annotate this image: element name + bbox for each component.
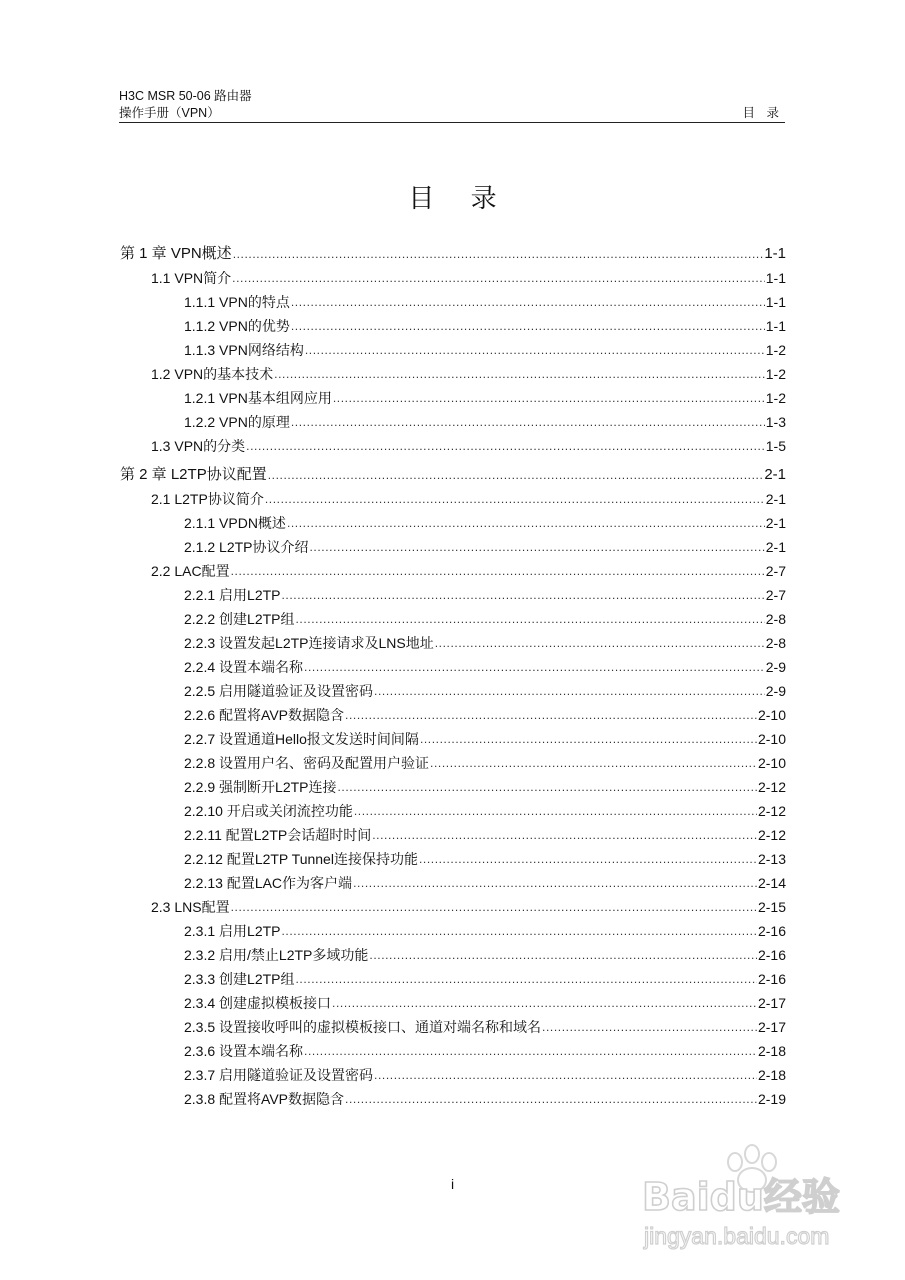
table-of-contents	[120, 239, 786, 1108]
toc-entry[interactable]	[120, 724, 786, 748]
toc-entry-page: 2-18	[757, 1043, 786, 1059]
toc-entry[interactable]	[120, 1012, 786, 1036]
toc-entry-page: 2-7	[765, 563, 786, 579]
toc-entry-title: 2.1.2 L2TP协议介绍	[184, 539, 309, 555]
toc-entry[interactable]	[120, 748, 786, 772]
toc-entry-title: 第 1 章 VPN概述	[120, 245, 232, 262]
toc-leader-dots	[233, 245, 764, 263]
toc-leader-dots	[345, 705, 757, 724]
toc-entry[interactable]	[120, 335, 786, 359]
toc-leader-dots	[420, 729, 757, 748]
toc-entry-page: 2-9	[765, 683, 786, 699]
toc-leader-dots	[374, 681, 765, 700]
toc-leader-dots	[291, 316, 765, 335]
toc-leader-dots	[265, 489, 765, 508]
toc-entry-title: 2.2.5 启用隧道验证及设置密码	[184, 683, 374, 699]
page-number: i	[450, 1176, 455, 1192]
toc-entry-title: 1.2.2 VPN的原理	[184, 414, 290, 430]
toc-entry-title: 第 2 章 L2TP协议配置	[120, 466, 267, 483]
toc-entry-title: 1.1.2 VPN的优势	[184, 318, 290, 334]
toc-entry[interactable]	[120, 359, 786, 383]
toc-leader-dots	[287, 513, 765, 532]
toc-entry-page: 2-1	[765, 515, 786, 531]
watermark-brand: Baidu经验	[642, 1175, 840, 1219]
toc-leader-dots	[338, 777, 757, 796]
header-section: 目 录	[742, 106, 783, 120]
toc-entry-title: 2.2.4 设置本端名称	[184, 659, 304, 675]
toc-entry[interactable]	[120, 796, 786, 820]
toc-entry-page: 1-5	[765, 438, 786, 454]
toc-leader-dots	[274, 364, 765, 383]
toc-entry-title: 2.2 LAC配置	[151, 563, 230, 579]
watermark-url: jingyan.baidu.com	[644, 1223, 830, 1249]
toc-leader-dots	[430, 753, 757, 772]
toc-leader-dots	[304, 657, 765, 676]
toc-entry-title: 2.3 LNS配置	[151, 899, 230, 915]
toc-entry-title: 1.1.1 VPN的特点	[184, 294, 290, 310]
toc-entry-page: 2-16	[757, 947, 786, 963]
toc-entry-page: 1-1	[765, 270, 786, 286]
toc-entry-page: 2-14	[757, 875, 786, 891]
toc-entry[interactable]	[120, 239, 786, 263]
header-divider	[119, 122, 785, 123]
toc-leader-dots	[304, 1041, 757, 1060]
toc-leader-dots	[353, 873, 757, 892]
toc-entry-page: 2-1	[765, 539, 786, 555]
header-product: H3C MSR 50-06 路由器	[119, 89, 252, 103]
toc-entry-page: 2-12	[757, 827, 786, 843]
toc-entry-title: 2.3.6 设置本端名称	[184, 1043, 304, 1059]
toc-entry[interactable]	[120, 940, 786, 964]
toc-entry-title: 2.3.1 启用L2TP	[184, 923, 281, 939]
toc-entry-page: 2-19	[757, 1091, 786, 1107]
toc-entry[interactable]	[120, 820, 786, 844]
toc-entry[interactable]	[120, 1084, 786, 1108]
toc-entry-title: 1.1.3 VPN网络结构	[184, 342, 304, 358]
toc-entry[interactable]	[120, 508, 786, 532]
toc-entry-page: 1-1	[765, 318, 786, 334]
toc-leader-dots	[282, 585, 765, 604]
running-header	[119, 88, 785, 122]
toc-entry-page: 2-7	[765, 587, 786, 603]
toc-entry[interactable]	[120, 407, 786, 431]
toc-leader-dots	[354, 801, 757, 820]
toc-entry[interactable]	[120, 988, 786, 1012]
toc-entry-title: 2.3.5 设置接收呼叫的虚拟模板接口、通道对端名称和域名	[184, 1019, 542, 1035]
toc-leader-dots	[374, 1065, 757, 1084]
toc-entry[interactable]	[120, 311, 786, 335]
toc-entry-title: 2.3.7 启用隧道验证及设置密码	[184, 1067, 374, 1083]
toc-entry[interactable]	[120, 964, 786, 988]
toc-entry-page: 2-17	[757, 1019, 786, 1035]
toc-leader-dots	[231, 897, 757, 916]
toc-entry-title: 2.1.1 VPDN概述	[184, 515, 286, 531]
toc-entry-page: 2-1	[764, 466, 786, 483]
toc-entry-page: 1-2	[765, 366, 786, 382]
toc-entry-page: 2-1	[765, 491, 786, 507]
toc-entry[interactable]	[120, 892, 786, 916]
toc-entry[interactable]	[120, 263, 786, 287]
toc-leader-dots	[419, 849, 757, 868]
toc-entry-page: 2-12	[757, 803, 786, 819]
toc-entry-title: 2.2.7 设置通道Hello报文发送时间间隔	[184, 731, 419, 747]
toc-entry[interactable]	[120, 868, 786, 892]
toc-entry-page: 2-16	[757, 971, 786, 987]
toc-entry-title: 2.2.1 启用L2TP	[184, 587, 281, 603]
toc-leader-dots	[232, 268, 765, 287]
toc-entry-title: 1.2 VPN的基本技术	[151, 366, 274, 382]
toc-leader-dots	[369, 945, 757, 964]
toc-entry-title: 2.2.2 创建L2TP组	[184, 611, 295, 627]
toc-entry-page: 2-10	[757, 707, 786, 723]
page-title: 目 录	[408, 184, 511, 214]
toc-entry[interactable]	[120, 628, 786, 652]
toc-entry-title: 2.2.6 配置将AVP数据隐含	[184, 707, 345, 723]
toc-entry-title: 2.3.2 启用/禁止L2TP多域功能	[184, 947, 369, 963]
toc-leader-dots	[291, 412, 765, 431]
toc-leader-dots	[542, 1017, 757, 1036]
toc-entry-title: 1.1 VPN简介	[151, 270, 232, 286]
toc-entry-page: 2-13	[757, 851, 786, 867]
toc-entry[interactable]	[120, 580, 786, 604]
toc-entry-page: 2-18	[757, 1067, 786, 1083]
toc-leader-dots	[372, 825, 757, 844]
toc-leader-dots	[268, 466, 764, 484]
toc-entry[interactable]	[120, 1036, 786, 1060]
toc-entry-page: 2-10	[757, 755, 786, 771]
toc-entry-title: 2.2.9 强制断开L2TP连接	[184, 779, 337, 795]
toc-entry-title: 2.2.11 配置L2TP会话超时时间	[184, 827, 372, 843]
toc-entry-title: 2.1 L2TP协议简介	[151, 491, 264, 507]
toc-leader-dots	[310, 537, 765, 556]
toc-entry-page: 2-17	[757, 995, 786, 1011]
toc-entry[interactable]	[120, 287, 786, 311]
toc-entry[interactable]	[120, 700, 786, 724]
toc-entry[interactable]	[120, 556, 786, 580]
toc-entry[interactable]	[120, 532, 786, 556]
toc-entry-page: 1-3	[765, 414, 786, 430]
toc-leader-dots	[435, 633, 765, 652]
toc-entry-page: 1-2	[765, 390, 786, 406]
toc-entry-page: 1-1	[764, 245, 786, 262]
toc-entry[interactable]	[120, 844, 786, 868]
toc-entry-page: 2-8	[765, 635, 786, 651]
toc-leader-dots	[296, 609, 765, 628]
toc-entry[interactable]	[120, 460, 786, 484]
toc-entry[interactable]	[120, 484, 786, 508]
toc-entry-title: 2.2.13 配置LAC作为客户端	[184, 875, 353, 891]
toc-entry-page: 2-16	[757, 923, 786, 939]
toc-entry-title: 1.2.1 VPN基本组网应用	[184, 390, 332, 406]
toc-entry-page: 1-2	[765, 342, 786, 358]
header-manual: 操作手册（VPN）	[119, 106, 220, 120]
toc-entry-title: 2.3.4 创建虚拟模板接口	[184, 995, 332, 1011]
toc-entry[interactable]	[120, 916, 786, 940]
toc-entry[interactable]	[120, 676, 786, 700]
toc-leader-dots	[333, 388, 765, 407]
toc-entry-title: 2.2.12 配置L2TP Tunnel连接保持功能	[184, 851, 418, 867]
toc-leader-dots	[345, 1089, 757, 1108]
toc-entry[interactable]	[120, 604, 786, 628]
toc-entry-title: 2.3.8 配置将AVP数据隐含	[184, 1091, 345, 1107]
toc-entry-page: 2-9	[765, 659, 786, 675]
toc-entry-page: 2-10	[757, 731, 786, 747]
toc-entry[interactable]	[120, 772, 786, 796]
toc-entry-title: 1.3 VPN的分类	[151, 438, 246, 454]
toc-entry[interactable]	[120, 652, 786, 676]
toc-leader-dots	[296, 969, 757, 988]
toc-entry-title: 2.2.10 开启或关闭流控功能	[184, 803, 353, 819]
toc-entry-page: 2-8	[765, 611, 786, 627]
toc-leader-dots	[231, 561, 765, 580]
toc-entry-title: 2.3.3 创建L2TP组	[184, 971, 295, 987]
toc-entry-page: 2-15	[757, 899, 786, 915]
toc-entry[interactable]	[120, 1060, 786, 1084]
toc-leader-dots	[246, 436, 765, 455]
toc-entry-title: 2.2.8 设置用户名、密码及配置用户验证	[184, 755, 430, 771]
toc-entry[interactable]	[120, 383, 786, 407]
toc-leader-dots	[291, 292, 765, 311]
toc-entry-page: 1-1	[765, 294, 786, 310]
toc-leader-dots	[282, 921, 757, 940]
toc-entry-title: 2.2.3 设置发起L2TP连接请求及LNS地址	[184, 635, 434, 651]
toc-entry-page: 2-12	[757, 779, 786, 795]
toc-leader-dots	[305, 340, 765, 359]
baidu-jingyan-watermark	[640, 1140, 860, 1265]
toc-entry[interactable]	[120, 431, 786, 455]
toc-leader-dots	[332, 993, 757, 1012]
